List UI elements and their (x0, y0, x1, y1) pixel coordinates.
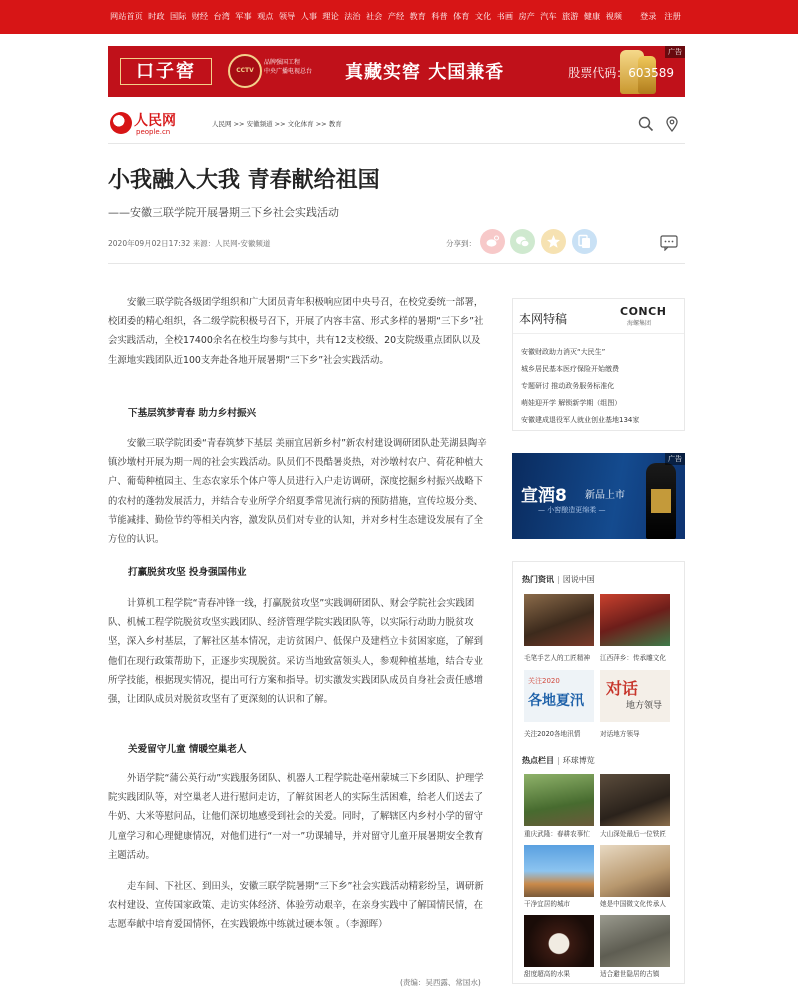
article-paragraph: 安徽三联学院团委“青春筑梦下基层 美丽宜居新乡村”新农村建设调研团队赴芜湖县陶辛镇沙墩村开展为期一周的社会实践活动。队员们不畏酷暑炎热，对沙墩村农户、荷花种植大户、葡萄种植园主、生态农家乐个体户等人员进行入户走访调研，深度挖掘乡村振兴战略下的农村的蓬勃发展活力，并结合专业所学介绍夏季常见流行病的预防措施，宣传垃圾分类、节能减排、勤俭节约等相关内容，激发队员们对专业的认知，并对乡村生态建设发展有了全方位的认识。 (108, 438, 487, 546)
ad-subtitle: 新品上市 (585, 490, 625, 501)
article-date: 2020年09月02日17:32 (108, 239, 191, 248)
login-link[interactable]: 登录 (640, 11, 657, 21)
logo-emblem-icon (110, 112, 132, 134)
nav-link[interactable]: 台湾 (213, 11, 230, 21)
nav-link[interactable]: 书画 (496, 11, 514, 21)
news-thumbnail[interactable] (524, 774, 594, 826)
people-logo[interactable]: 人民网 people.cn (108, 108, 178, 138)
top-nav (110, 11, 627, 22)
article-paragraph: 安徽三联学院各级团学组织和广大团员青年积极响应团中央号召，在校党委统一部署，校团委的精心组织，各二级学院积极号召下，开展了内容丰富、形式多样的暑期“三下乡”社会实践活动，全校17400余名在校生均参与其中，共有12支校级、20支院级重点团队以及生源地实践团队近100支奔赴各地开展暑期“三下乡”社会实践活动。 (108, 297, 484, 366)
article-paragraph: 计算机工程学院“青春冲锋一线，打赢脱贫攻坚”实践调研团队、财会学院社会实践团队、机械工程学院脱贫攻坚实践团队、经济管理学院实践团队等，以实际行动助力脱贫攻坚，深入乡村基层，了解社区基本情况，走访贫困户、低保户及建档立卡贫困家庭，了解到他们在现行政策帮助下，正逐步实现脱贫。采访当地致富领头人，参观种植基地，结合专业所学技能，根据现实情况，提出可行方案和指导。切实激发实践团队成员自身社会责任感增强，让团队成员对脱贫攻坚有了更深刻的认识和了解。 (108, 598, 484, 706)
article-paragraph: 走车间、下社区、到田头，安徽三联学院暑期“三下乡”社会实践活动精彩纷呈，调研新农村建设、宣传国家政策、走访实体经济、体验劳动艰辛，在亲身实践中了解国情民情，在志愿奉献中培育爱国情怀，在实践锻炼中练就过硬本领 。（李源晖） (108, 881, 484, 931)
sponsor-name: 海螺集团 (627, 320, 652, 327)
hot-news-header: 热门资讯 | 図说中国 (522, 575, 595, 584)
nav-link[interactable]: 财经 (191, 11, 209, 21)
news-caption[interactable]: 大山深处最后一位铁匠 (600, 830, 666, 838)
register-link[interactable]: 注册 (664, 11, 681, 21)
ad-tag: 广告 (665, 453, 685, 465)
news-thumbnail[interactable]: 对话 地方领导 (600, 670, 670, 722)
article-editor: (责编：吴西露、常国水) (400, 978, 481, 987)
photo-china-tab[interactable]: 図说中国 (562, 575, 595, 584)
bottle-label (651, 489, 671, 513)
nav-link[interactable]: 理论 (322, 11, 339, 21)
ad-brand-logo: 口子窖 (120, 58, 212, 85)
nav-link[interactable]: 时政 (148, 11, 165, 21)
cctv-logo: CCTV (228, 54, 262, 88)
nav-link[interactable]: 法治 (344, 11, 361, 21)
news-caption[interactable]: 适合避世隐居的古镇 (600, 970, 660, 978)
article-subtitle: ——安徽三联学院开展暑期三下乡社会实践活动 (108, 206, 339, 219)
nav-link[interactable]: 教育 (409, 11, 426, 21)
nav-link[interactable]: 科普 (431, 11, 448, 21)
breadcrumb-item[interactable]: 教育 (328, 120, 342, 128)
feature-title: 本网特稿 (519, 312, 568, 326)
feature-list (521, 344, 639, 429)
article-paragraph: 外语学院“蒲公英行动”实践服务团队、机器人工程学院赴亳州蒙城三下乡团队、护理学院实践团队等，对空巢老人进行慰问走访，了解贫困老人的实际生活困难，给老人们送去了牛奶、大米等慰问品，让他们深切地感受到社会的关爱。同时，了解辖区内乡村小学的留守儿童学习和心理健康情况，对他们进行“一对一”功课辅导，并对留守儿童开展暑期安全教育主题活动。 (108, 773, 484, 861)
share-label: 分享到： (446, 239, 476, 248)
news-caption[interactable]: 她是中国微文化传承人 (600, 900, 666, 908)
news-thumbnail[interactable] (600, 594, 670, 646)
news-caption[interactable]: 毛笔手艺人的工匠精神 (524, 654, 590, 662)
ad-stock-code: 股票代码：603589 (568, 66, 674, 80)
news-caption[interactable]: 江西萍乡：传承雕文化 (600, 654, 666, 662)
location-icon[interactable] (663, 115, 681, 133)
nav-link[interactable]: 文化 (474, 11, 492, 21)
section-heading: 打赢脱贫攻坚 投身强国伟业 (128, 567, 247, 578)
nav-link[interactable]: 健康 (583, 11, 601, 21)
sidebar-ad[interactable] (512, 453, 685, 539)
ad-title: 宣酒8 (521, 486, 567, 506)
header-divider (108, 143, 685, 144)
breadcrumb-item[interactable]: 安徽频道 (246, 120, 273, 128)
feature-divider (513, 333, 684, 334)
news-thumbnail[interactable] (600, 774, 670, 826)
nav-link[interactable]: 观点 (257, 11, 274, 21)
qzone-share-icon[interactable] (541, 229, 566, 254)
feature-link[interactable]: 安徽财政助力消灭“大民生” (521, 348, 606, 356)
sponsor-logo[interactable]: CONCH (620, 305, 667, 318)
news-thumbnail[interactable]: 关注2020 各地夏汛 (524, 670, 594, 722)
news-caption[interactable]: 重庆武隆：春耕农事忙 (524, 830, 590, 838)
feature-link[interactable]: 安徽建成退役军人就业创业基地134家 (521, 416, 640, 424)
nav-link[interactable]: 军事 (235, 11, 252, 21)
copy-link-icon[interactable] (572, 229, 597, 254)
nav-link[interactable]: 体育 (453, 11, 470, 21)
feature-link[interactable]: 城乡居民基本医疗保险开始缴费 (521, 365, 619, 373)
news-caption[interactable]: 关注2020各地汛情 (524, 730, 581, 738)
top-account-links (640, 11, 681, 22)
top-banner-ad[interactable] (108, 46, 685, 97)
article-meta (108, 238, 270, 249)
feature-link[interactable]: 萌娃迎开学 解锁新学期（组图） (521, 399, 622, 407)
news-thumbnail[interactable] (524, 915, 594, 967)
nav-link[interactable]: 汽车 (540, 11, 557, 21)
section-heading: 关爱留守儿童 情暖空巢老人 (128, 744, 247, 755)
nav-link[interactable]: 网站首页 (110, 11, 143, 21)
search-icon[interactable] (637, 115, 655, 133)
weibo-share-icon[interactable] (480, 229, 505, 254)
news-caption[interactable]: 甜度超高的水果 (524, 970, 571, 978)
top-nav-bar (0, 0, 798, 34)
ad-tagline: — 小窖酿造更绵柔 — (538, 506, 606, 514)
feature-link[interactable]: 专题研讨 推动政务服务标准化 (521, 382, 615, 390)
nav-link[interactable]: 旅游 (562, 11, 579, 21)
ad-slogan: 真藏实窖 大国兼香 (345, 62, 505, 83)
nav-link[interactable]: 视频 (605, 11, 622, 21)
news-thumbnail[interactable] (524, 594, 594, 646)
news-thumbnail[interactable] (600, 845, 670, 897)
nav-link[interactable]: 国际 (169, 11, 187, 21)
nav-link[interactable]: 领导 (278, 11, 296, 21)
nav-link[interactable]: 房产 (518, 11, 535, 21)
news-caption[interactable]: 干净宜居的城市 (524, 900, 571, 908)
ad-tag: 广告 (665, 46, 685, 58)
breadcrumb-item[interactable]: 文化体育 (287, 120, 314, 128)
news-thumbnail[interactable] (600, 915, 670, 967)
article-title: 小我融入大我 青春献给祖国 (108, 168, 380, 193)
global-view-tab[interactable]: 环球博览 (562, 756, 595, 765)
meta-divider (108, 263, 685, 264)
comment-icon[interactable] (660, 235, 678, 255)
wechat-share-icon[interactable] (510, 229, 535, 254)
news-caption[interactable]: 对话地方领导 (600, 730, 640, 738)
cctv-text: 品牌强国工程 中央广播电视总台 (264, 59, 313, 75)
nav-link[interactable]: 人事 (300, 11, 318, 21)
article-source: 来源：人民网-安徽频道 (192, 239, 271, 248)
nav-link[interactable]: 产经 (387, 11, 405, 21)
breadcrumb: 人民网 >> 安徽频道 >> 文化体育 >> 教育 (212, 120, 342, 128)
feature-box (512, 298, 685, 431)
hot-columns-header: 热点栏目 | 环球博览 (522, 756, 595, 765)
news-box (512, 561, 685, 984)
section-heading: 下基层筑梦青春 助力乡村振兴 (128, 408, 257, 419)
news-thumbnail[interactable] (524, 845, 594, 897)
breadcrumb-item[interactable]: 人民网 (212, 120, 232, 128)
nav-link[interactable]: 社会 (365, 11, 383, 21)
